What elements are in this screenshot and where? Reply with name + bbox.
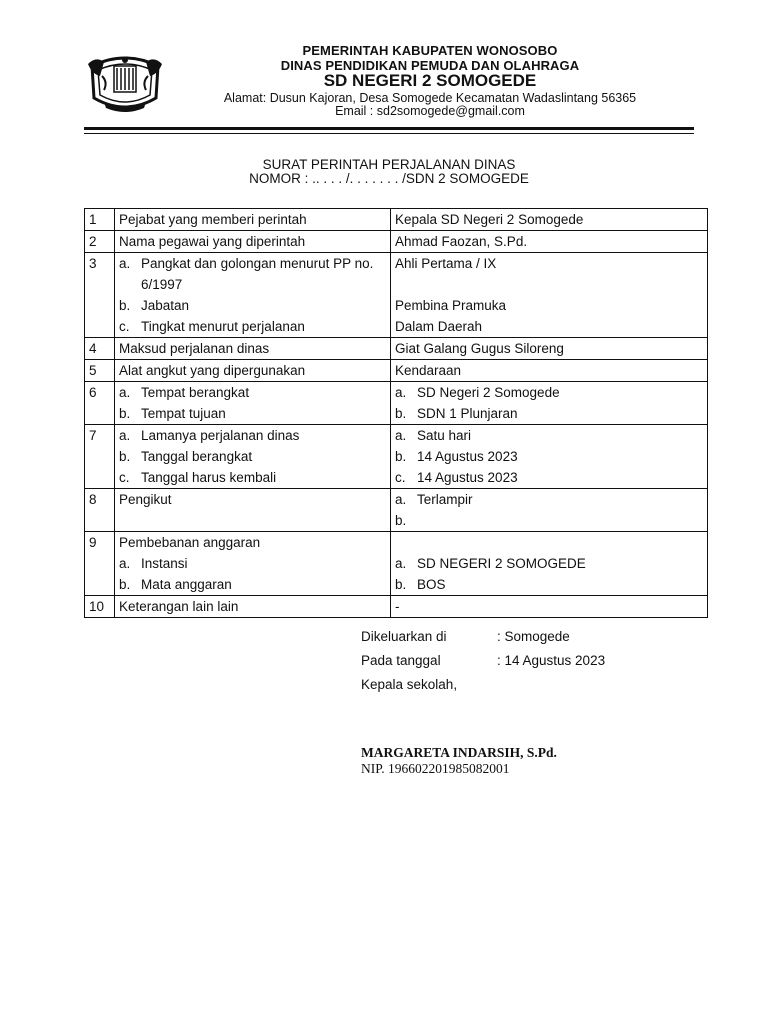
row-description: Alat angkut yang dipergunakan — [115, 360, 391, 382]
table-row — [85, 338, 708, 360]
row-number: 8 — [85, 489, 115, 532]
row-description — [115, 382, 391, 425]
issued-at-value: : Somogede — [497, 629, 570, 644]
sub-item-letter: b. — [119, 298, 131, 313]
sub-item-text: Tempat tujuan — [141, 406, 226, 421]
row-number: 9 — [85, 532, 115, 596]
travel-order-table — [84, 208, 708, 618]
value-item-text: SDN 1 Plunjaran — [417, 406, 518, 421]
letterhead-divider-thin — [84, 133, 694, 134]
document-number: NOMOR : .. . . . /. . . . . . . /SDN 2 SOMOGEDE — [249, 171, 529, 186]
sub-item-text: Pangkat dan golongan menurut PP no. 6/1997 — [141, 256, 374, 292]
row-value — [391, 425, 708, 489]
sub-item — [119, 467, 386, 488]
row-value: Kepala SD Negeri 2 Somogede — [391, 209, 708, 231]
sub-item-letter: a. — [119, 556, 131, 571]
value-item-letter: a. — [395, 385, 407, 400]
letterhead-government: PEMERINTAH KABUPATEN WONOSOBO — [302, 43, 558, 58]
value-item-text: SD Negeri 2 Somogede — [417, 385, 560, 400]
table-row — [85, 596, 708, 618]
sub-item-letter: b. — [119, 449, 131, 464]
row-value — [391, 382, 708, 425]
value-item-letter: a. — [395, 492, 407, 507]
value-item — [395, 574, 703, 595]
letterhead-divider-thick — [84, 127, 694, 130]
table-row — [85, 532, 708, 596]
sub-item-text: Tanggal berangkat — [141, 449, 253, 464]
letterhead-department: DINAS PENDIDIKAN PEMUDA DAN OLAHRAGA — [280, 58, 580, 73]
sub-item-letter: b. — [119, 406, 131, 421]
row-description — [115, 425, 391, 489]
value-line: Ahli Pertama / IX — [395, 256, 497, 271]
value-item — [395, 467, 703, 488]
row-number: 5 — [85, 360, 115, 382]
sub-item — [119, 403, 386, 424]
value-item-text: 14 Agustus 2023 — [417, 449, 518, 464]
value-item-text: Terlampir — [417, 492, 473, 507]
table-row — [85, 425, 708, 489]
table-row — [85, 489, 708, 532]
row-description: Keterangan lain lain — [115, 596, 391, 618]
sub-item — [119, 425, 386, 446]
value-item-letter: a. — [395, 428, 407, 443]
table-row — [85, 382, 708, 425]
value-line: Dalam Daerah — [395, 319, 483, 334]
row-description: Nama pegawai yang diperintah — [115, 231, 391, 253]
value-item-letter: b. — [395, 513, 407, 528]
value-item — [395, 510, 703, 531]
value-item-text: SD NEGERI 2 SOMOGEDE — [417, 556, 586, 571]
row-number: 6 — [85, 382, 115, 425]
sub-item — [119, 316, 386, 337]
signer-nip: NIP. 196602201985082001 — [361, 761, 510, 776]
value-item-letter: b. — [395, 406, 407, 421]
value-item — [395, 553, 703, 574]
letterhead-email: Email : sd2somogede@gmail.com — [335, 104, 525, 118]
sub-item — [119, 574, 386, 595]
value-item-text: Satu hari — [417, 428, 472, 443]
value-item — [395, 403, 703, 424]
row-value — [391, 532, 708, 596]
table-row — [85, 360, 708, 382]
issued-at-label: Dikeluarkan di — [361, 629, 447, 644]
table-row — [85, 231, 708, 253]
table-row — [85, 253, 708, 338]
value-item — [395, 382, 703, 403]
row-value — [391, 253, 708, 338]
sub-item — [119, 253, 386, 295]
row-description — [115, 532, 391, 596]
row-value: - — [391, 596, 708, 618]
row-value — [391, 489, 708, 532]
sub-item-letter: a. — [119, 385, 131, 400]
sub-item — [119, 295, 386, 316]
sub-item-text: Mata anggaran — [141, 577, 232, 592]
sub-item-text: Tingkat menurut perjalanan — [141, 319, 305, 334]
letterhead-address: Alamat: Dusun Kajoran, Desa Somogede Kecamatan Wadaslintang 56365 — [223, 91, 637, 105]
sub-item-letter: c. — [119, 470, 130, 485]
value-item-text: BOS — [417, 577, 446, 592]
sub-item-text: Tanggal harus kembali — [141, 470, 277, 485]
row-number: 7 — [85, 425, 115, 489]
value-item — [395, 489, 703, 510]
value-line-empty — [395, 274, 703, 295]
value-item-letter: b. — [395, 577, 407, 592]
sub-heading: Pembebanan anggaran — [119, 535, 261, 550]
value-item-letter: c. — [395, 470, 406, 485]
value-item — [395, 446, 703, 467]
row-number: 1 — [85, 209, 115, 231]
value-item — [395, 425, 703, 446]
regency-emblem-icon — [86, 46, 164, 118]
sub-item-letter: a. — [119, 428, 131, 443]
value-item-letter: a. — [395, 556, 407, 571]
row-value: Giat Galang Gugus Siloreng — [391, 338, 708, 360]
signer-position: Kepala sekolah, — [361, 677, 458, 692]
letterhead-school-name: SD NEGERI 2 SOMOGEDE — [323, 71, 537, 90]
row-value: Kendaraan — [391, 360, 708, 382]
value-item-letter: b. — [395, 449, 407, 464]
table-row — [85, 209, 708, 231]
issued-date-label: Pada tanggal — [361, 653, 441, 668]
issued-date-value: : 14 Agustus 2023 — [497, 653, 606, 668]
row-description: Pejabat yang memberi perintah — [115, 209, 391, 231]
row-description: Pengikut — [115, 489, 391, 532]
sub-item — [119, 446, 386, 467]
row-description — [115, 253, 391, 338]
sub-item — [119, 553, 386, 574]
value-item-text: 14 Agustus 2023 — [417, 470, 518, 485]
document-title: SURAT PERINTAH PERJALANAN DINAS — [262, 157, 516, 172]
row-number: 4 — [85, 338, 115, 360]
row-number: 10 — [85, 596, 115, 618]
value-line: Pembina Pramuka — [395, 298, 507, 313]
sub-item-letter: a. — [119, 256, 131, 271]
sub-item-letter: b. — [119, 577, 131, 592]
row-value: Ahmad Faozan, S.Pd. — [391, 231, 708, 253]
sub-item-text: Jabatan — [141, 298, 190, 313]
sub-item-text: Instansi — [141, 556, 188, 571]
sub-item — [119, 382, 386, 403]
row-number: 3 — [85, 253, 115, 338]
sub-item-letter: c. — [119, 319, 130, 334]
sub-item-text: Tempat berangkat — [141, 385, 250, 400]
value-line-empty — [395, 532, 703, 553]
row-description: Maksud perjalanan dinas — [115, 338, 391, 360]
row-number: 2 — [85, 231, 115, 253]
sub-item-text: Lamanya perjalanan dinas — [141, 428, 300, 443]
signer-name: MARGARETA INDARSIH, S.Pd. — [361, 745, 557, 760]
